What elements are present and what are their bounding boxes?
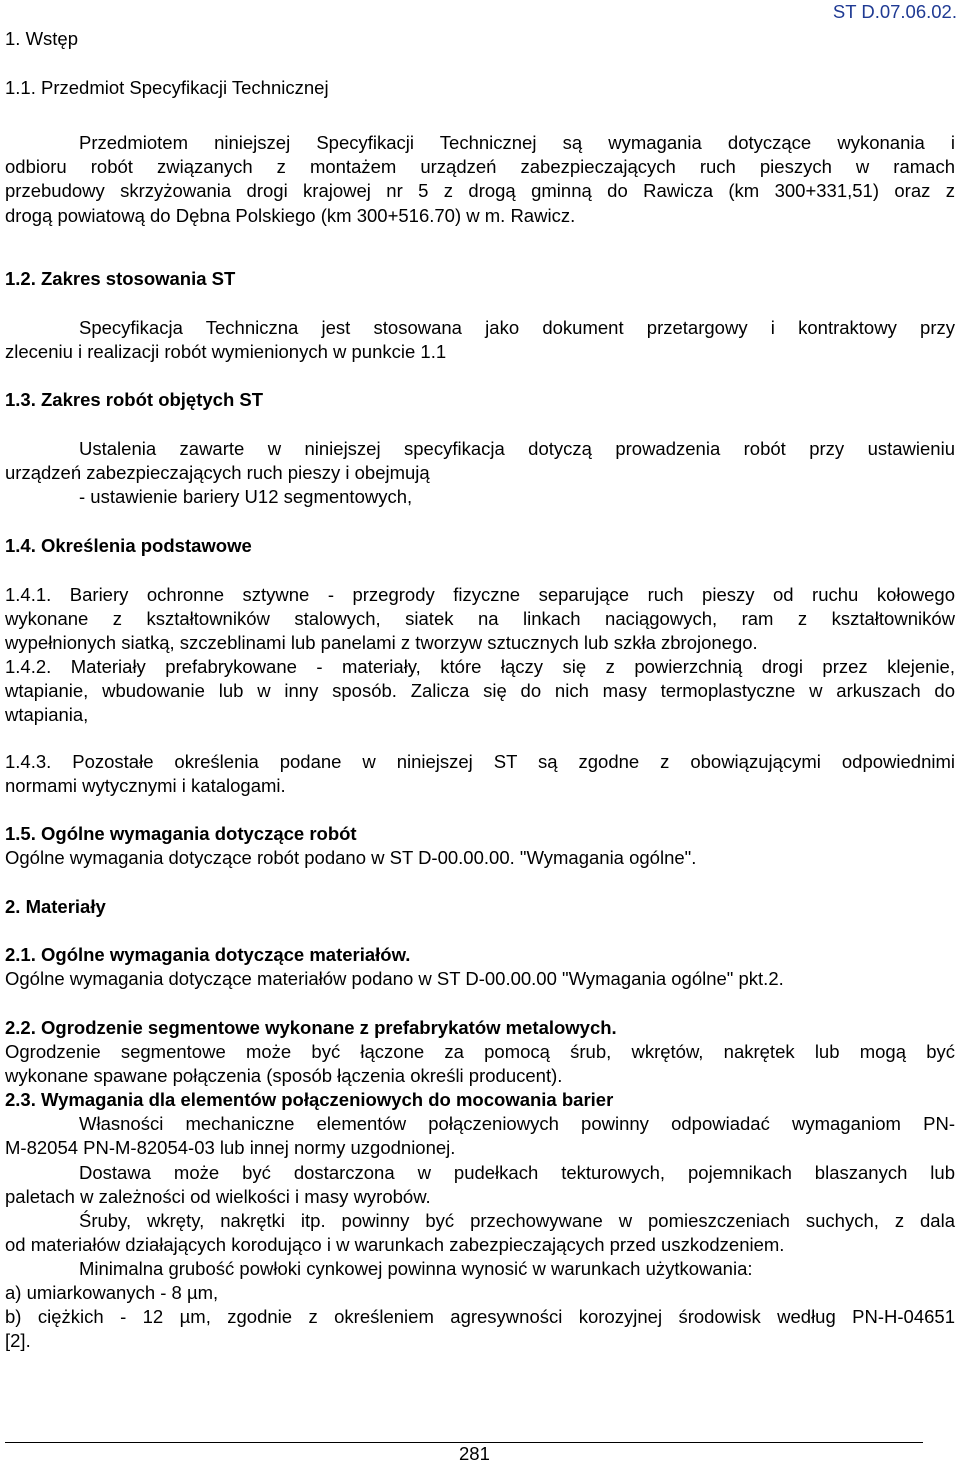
paragraph-line: urządzeń zabezpieczających ruch pieszy i obejmują (5, 462, 430, 483)
paragraph-line: wykonane spawane połączenia (sposób łączenia określi producent). (5, 1065, 563, 1086)
list-item: a) umiarkowanych - 8 µm, (5, 1282, 219, 1303)
paragraph-line: przebudowy skrzyżowania drogi krajowej nr 5 z drogą gminną do Rawicza (km 300+331,51) oraz z (5, 180, 955, 201)
heading-introduction: 1. Wstęp (5, 28, 78, 49)
heading-scope: 1.2. Zakres stosowania ST (5, 268, 236, 289)
list-item: b) ciężkich - 12 µm, zgodnie z określeniem agresywności korozyjnej środowisk według PN-H-04651 (5, 1306, 955, 1327)
heading-segment-fencing: 2.2. Ogrodzenie segmentowe wykonane z prefabrykatów metalowych. (5, 1017, 617, 1038)
heading-materials-general: 2.1. Ogólne wymagania dotyczące materiałów. (5, 944, 411, 965)
heading-subject: 1.1. Przedmiot Specyfikacji Technicznej (5, 77, 329, 98)
paragraph-line: od materiałów działających korodująco i w warunkach zabezpieczających przed uszkodzeniem. (5, 1234, 785, 1255)
paragraph-line: wtapiania, (5, 704, 89, 725)
paragraph-line: wypełnionych siatką, szczeblinami lub panelami z tworzyw sztucznych lub szkła zbrojonego. (5, 632, 758, 653)
paragraph-line: Dostawa może być dostarczona w pudełkach tekturowych, pojemnikach blaszanych lub (79, 1162, 955, 1183)
heading-definitions: 1.4. Określenia podstawowe (5, 535, 252, 556)
document-code: ST D.07.06.02. (832, 1, 957, 22)
paragraph-line: Własności mechaniczne elementów połączeniowych powinny odpowiadać wymaganiom PN- (79, 1113, 955, 1134)
paragraph-line: Śruby, wkręty, nakrętki itp. powinny być przechowywane w pomieszczeniach suchych, z dala (79, 1210, 955, 1231)
paragraph-line: wtapianie, wbudowanie lub w inny sposób. Zalicza się do nich masy termoplastyczne w arkuszach do (5, 680, 955, 701)
paragraph-line: 1.4.3. Pozostałe określenia podane w niniejszej ST są zgodne z obowiązującymi odpowiednimi (5, 751, 955, 772)
heading-general-requirements: 1.5. Ogólne wymagania dotyczące robót (5, 823, 357, 844)
heading-materials: 2. Materiały (5, 896, 106, 917)
paragraph-line: Ogólne wymagania dotyczące robót podano w ST D-00.00.00. "Wymagania ogólne". (5, 847, 697, 868)
paragraph-line: odbioru robót związanych z montażem urządzeń zabezpieczających ruch pieszych w ramach (5, 156, 955, 177)
paragraph-line: paletach w zależności od wielkości i masy wyrobów. (5, 1186, 431, 1207)
paragraph-line: Ogrodzenie segmentowe może być łączone za pomocą śrub, wkrętów, nakrętek lub mogą być (5, 1041, 955, 1062)
paragraph-line: [2]. (5, 1330, 31, 1351)
paragraph-line: normami wytycznymi i katalogami. (5, 775, 286, 796)
paragraph-line: wykonane z kształtowników stalowych, siatek na linkach naciągowych, ram z kształtowników (5, 608, 955, 629)
paragraph-line: 1.4.1. Bariery ochronne sztywne - przegrody fizyczne separujące ruch pieszy od ruchu kołowego (5, 584, 955, 605)
paragraph-line: 1.4.2. Materiały prefabrykowane - materiały, które łączy się z powierzchnią drogi przez klejenie, (5, 656, 955, 677)
list-item: - ustawienie bariery U12 segmentowych, (79, 486, 413, 507)
page-number: 281 (459, 1443, 490, 1464)
paragraph-line: Specyfikacja Techniczna jest stosowana jako dokument przetargowy i kontraktowy przy (79, 317, 955, 338)
paragraph-line: Ogólne wymagania dotyczące materiałów podano w ST D-00.00.00 "Wymagania ogólne" pkt.2. (5, 968, 784, 989)
paragraph-line: Przedmiotem niniejszej Specyfikacji Technicznej są wymagania dotyczące wykonania i (79, 132, 955, 153)
paragraph-line: Ustalenia zawarte w niniejszej specyfikacja dotyczą prowadzenia robót przy ustawieniu (79, 438, 955, 459)
heading-connecting-elements: 2.3. Wymagania dla elementów połączeniowych do mocowania barier (5, 1089, 614, 1110)
paragraph-line: zleceniu i realizacji robót wymienionych w punkcie 1.1 (5, 341, 447, 362)
paragraph-line: M-82054 PN-M-82054-03 lub innej normy uzgodnionej. (5, 1137, 456, 1158)
paragraph-line: drogą powiatową do Dębna Polskiego (km 300+516.70) w m. Rawicz. (5, 205, 576, 226)
paragraph-line: Minimalna grubość powłoki cynkowej powinna wynosić w warunkach użytkowania: (79, 1258, 753, 1279)
heading-works-scope: 1.3. Zakres robót objętych ST (5, 389, 264, 410)
